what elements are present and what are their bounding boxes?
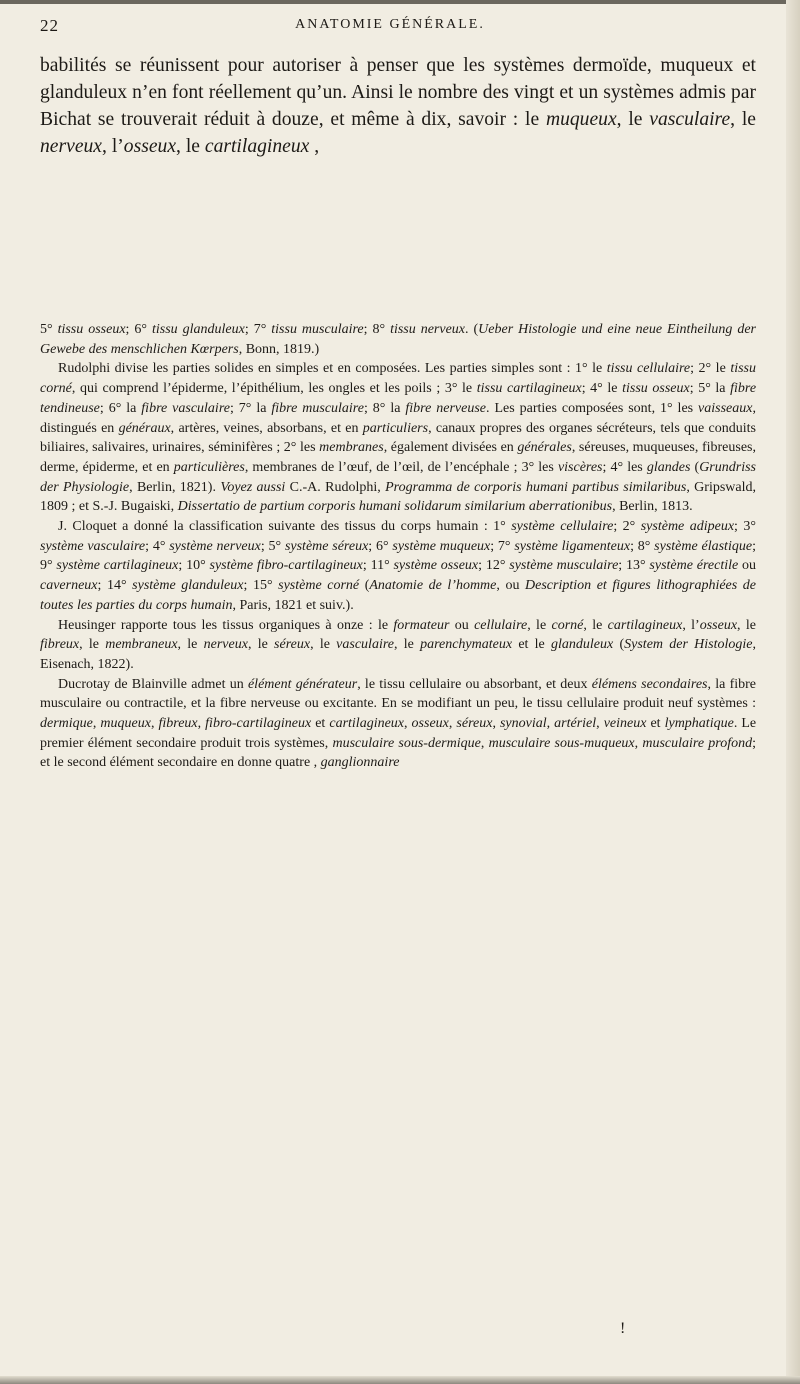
italic-run: glanduleux	[551, 637, 614, 653]
italic-run: fibreux	[158, 716, 198, 732]
text-run: ; 4° le	[581, 381, 623, 397]
footnotes	[40, 320, 756, 773]
text-run: . (	[465, 322, 479, 337]
footer-mark: !	[620, 1320, 626, 1337]
text-run: ; 8°	[630, 538, 655, 554]
text-run: . Le premier élément secondaire produit trois systèmes,	[40, 716, 757, 751]
text-run: , le	[527, 617, 552, 633]
italic-run: Dissertatio de partium corporis humani solidarum similarium aberrationibus	[177, 499, 613, 515]
page-edge-shadow	[786, 0, 800, 1384]
italic-run: tissu cellulaire	[606, 361, 691, 377]
text-run: , Berlin, 1813.	[612, 499, 693, 515]
text-run: (	[359, 578, 370, 594]
italic-run: système adipeux	[640, 519, 735, 535]
italic-run: vaisseaux	[698, 400, 753, 416]
italic-run: système osseux	[393, 558, 479, 574]
italic-run: vasculaire	[336, 637, 394, 653]
text-run: ; 13°	[618, 558, 650, 574]
italic-run: tissu corné	[40, 361, 757, 397]
text-run: ; 6°	[125, 322, 152, 337]
text-run: , artères, veines, absorbans, et en	[170, 420, 363, 436]
italic-run: vasculaire	[649, 109, 731, 130]
italic-run: viscères	[557, 459, 603, 475]
text-run: ,	[480, 735, 489, 751]
italic-run: osseux	[411, 716, 449, 732]
text-run: ; 7°	[244, 322, 272, 337]
italic-run: élément générateur	[247, 676, 358, 692]
text-run: , Paris, 1821 et suiv.).	[232, 597, 354, 613]
italic-run: nerveux	[40, 136, 103, 157]
italic-run: musculaire profond	[642, 735, 753, 751]
italic-run: membraneux	[105, 637, 178, 653]
page-bottom-edge	[0, 1376, 800, 1384]
italic-run: tissu musculaire	[271, 322, 364, 337]
main-paragraph	[40, 52, 756, 160]
text-run: ; 10°	[178, 558, 210, 574]
text-run: ,	[546, 716, 555, 732]
italic-run: Description et figures lithographiées de toutes les parties du corps humain	[40, 578, 756, 613]
italic-run: système cellulaire	[511, 519, 614, 535]
footnote-paragraph	[40, 359, 756, 517]
text-run: ,	[150, 716, 159, 732]
text-run: ; 8°	[363, 322, 391, 337]
italic-run: corné	[551, 617, 584, 633]
italic-run: système élastique	[654, 538, 753, 554]
footnote-paragraph	[40, 517, 756, 616]
italic-run: muqueux	[100, 716, 151, 732]
text-run: , l’	[682, 617, 700, 633]
text-run: , la fibre musculaire ou contractile, et la fibre nerveuse ou excitante. En se modifiant un peu, le tissu cellulaire produit neuf systèmes :	[40, 676, 757, 712]
text-run: , le	[310, 637, 337, 653]
text-run: ou	[449, 617, 475, 633]
italic-run: système vasculaire	[40, 538, 146, 554]
text-run: , le	[177, 637, 204, 653]
footnote-paragraph	[40, 616, 756, 675]
text-run: 5°	[40, 322, 58, 337]
text-run: , Bonn, 1819.)	[238, 341, 320, 357]
text-run: , le	[616, 109, 650, 130]
text-run: Ducrotay de Blainville admet un	[58, 676, 248, 692]
italic-run: musculaire sous-muqueux	[488, 735, 635, 751]
text-run: Rudolphi divise les parties solides en simples et en composées. Les parties simples sont : 1° le	[58, 361, 607, 377]
text-run: , Berlin, 1821).	[129, 479, 221, 495]
text-run: ; 5° la	[689, 381, 731, 397]
text-run: babilités se réunissent pour autoriser à penser que les systèmes dermoïde, muqueux et glanduleux n’en font réellement qu’un. Ainsi le nombre des vingt et un systèmes admis par Bichat se trouverait réduit à douze, et même à dix, savoir : le	[40, 55, 756, 130]
italic-run: séreux	[456, 716, 493, 732]
text-run: ; 6° la	[99, 400, 142, 416]
text-run: ou	[738, 558, 757, 574]
italic-run: cellulaire	[474, 617, 528, 633]
text-run: ; 5°	[260, 538, 285, 554]
italic-run: fibreux	[40, 637, 80, 653]
text-run: ,	[596, 716, 604, 732]
footnote-paragraph	[40, 320, 756, 359]
text-run: ; 2°	[613, 519, 641, 535]
italic-run: glandes	[646, 459, 691, 475]
italic-run: système muqueux	[392, 538, 491, 554]
italic-run: fibre tendineuse	[40, 381, 757, 416]
text-run: J. Cloquet a donné la classification suivante des tissus du corps humain : 1°	[58, 519, 512, 535]
italic-run: muqueux	[545, 109, 617, 130]
italic-run: Grundriss der Physiologie	[40, 459, 756, 495]
text-run: C.-A. Rudolphi,	[285, 479, 386, 495]
italic-run: système séreux	[284, 538, 369, 554]
italic-run: Voyez aussi	[220, 479, 286, 495]
text-run: ; 3°	[734, 519, 756, 535]
italic-run: artériel	[554, 716, 597, 732]
italic-run: système glanduleux	[132, 578, 244, 594]
footnote-paragraph	[40, 675, 756, 774]
italic-run: ganglionnaire	[320, 755, 400, 771]
italic-run: nerveux	[203, 637, 248, 653]
text-run: Heusinger rapporte tous les tissus organiques à onze : le	[58, 617, 394, 633]
italic-run: système ligamenteux	[514, 538, 631, 554]
italic-run: dermique	[40, 716, 93, 732]
italic-run: système cartilagineux	[56, 558, 179, 574]
italic-run: Anatomie de l’homme	[369, 578, 497, 594]
text-run: ; 4°	[145, 538, 170, 554]
text-run: ,	[448, 716, 457, 732]
text-run: et	[646, 716, 665, 732]
text-run: , ou	[496, 578, 526, 594]
text-run: , le	[79, 637, 106, 653]
text-run: ,	[404, 716, 412, 732]
italic-run: cartilagineux	[204, 136, 310, 157]
text-run: ; et le second élément secondaire en donne quatre ,	[40, 735, 756, 771]
text-run: , le	[247, 637, 275, 653]
italic-run: musculaire sous-dermique	[332, 735, 481, 751]
text-run: , le	[176, 136, 205, 157]
italic-run: système érectile	[649, 558, 739, 574]
text-run: , membranes de l’œuf, de l’œil, de l’encéphale ; 3° les	[244, 459, 558, 475]
text-run: , distingués en	[40, 400, 756, 436]
italic-run: tissu nerveux	[390, 322, 466, 337]
text-run: , Gripswald, 1809 ; et S.-J. Bugaiski,	[40, 479, 756, 515]
text-run: ; 6°	[368, 538, 393, 554]
text-run: , séreuses, muqueuses, fibreuses, derme, épiderme, et en	[40, 440, 756, 475]
text-run: , le tissu cellulaire ou absorbant, et deux	[357, 676, 592, 692]
text-run: , le	[730, 109, 756, 130]
italic-run: fibro-cartilagineux	[205, 716, 312, 732]
running-title: ANATOMIE GÉNÉRALE.	[295, 17, 485, 32]
text-run: , également divisées en	[383, 440, 518, 456]
italic-run: membranes	[319, 440, 384, 456]
text-run: , le	[393, 637, 421, 653]
text-run: ; 15°	[243, 578, 279, 594]
text-run: ; 14°	[97, 578, 133, 594]
text-run: , le	[583, 617, 608, 633]
italic-run: lymphatique	[664, 716, 734, 732]
italic-run: système corné	[278, 578, 360, 594]
text-run: ,	[634, 735, 643, 751]
text-run: ; 4° les	[602, 459, 647, 475]
text-run: , l’	[102, 136, 124, 157]
italic-run: formateur	[393, 617, 450, 633]
text-run: , Eisenach, 1822).	[40, 637, 756, 672]
italic-run: caverneux	[40, 578, 98, 594]
text-run: et le	[512, 637, 552, 653]
text-run: (	[613, 637, 625, 653]
italic-run: particulières	[173, 459, 245, 475]
italic-run: cartilagineux	[329, 716, 405, 732]
italic-run: système fibro-cartilagineux	[209, 558, 363, 574]
italic-run: System der Histologie	[624, 637, 753, 653]
text-run: ,	[309, 136, 320, 157]
text-run: (	[690, 459, 700, 475]
italic-run: tissu osseux	[622, 381, 690, 397]
text-run: ,	[197, 716, 206, 732]
italic-run: système musculaire	[509, 558, 619, 574]
text-run: et	[311, 716, 330, 732]
text-run: ; 11°	[362, 558, 394, 574]
top-rule	[0, 0, 800, 4]
italic-run: tissu glanduleux	[151, 322, 245, 337]
page-header	[40, 16, 740, 40]
italic-run: séreux	[274, 637, 311, 653]
italic-run: Programma de corporis humani partibus similaribus	[385, 479, 687, 495]
italic-run: fibre vasculaire	[141, 400, 230, 416]
italic-run: tissu cartilagineux	[476, 381, 582, 397]
italic-run: parenchymateux	[420, 637, 513, 653]
italic-run: élémens secondaires	[591, 676, 708, 692]
italic-run: fibre musculaire	[271, 400, 364, 416]
italic-run: veineux	[603, 716, 647, 732]
main-text	[40, 52, 756, 160]
text-run: ; 8° la	[363, 400, 406, 416]
italic-run: Ueber Histologie und eine neue Eintheilung der Gewebe des menschlichen Kœrpers	[40, 322, 757, 357]
italic-run: osseux	[123, 136, 177, 157]
text-run: , qui comprend l’épiderme, l’épithélium, les ongles et les poils ; 3° le	[71, 381, 477, 397]
text-run: , canaux propres des organes sécréteurs, tels que conduits biliaires, salivaires, urinaires, séminifères ; 2° les	[40, 420, 756, 456]
text-run: ; 2° le	[690, 361, 731, 377]
text-run: ; 7°	[490, 538, 515, 554]
italic-run: système nerveux	[169, 538, 261, 554]
italic-run: tissu osseux	[57, 322, 126, 337]
text-run: , le	[737, 617, 756, 633]
italic-run: particuliers	[362, 420, 429, 436]
page-number: 22	[40, 16, 59, 35]
text-run: ; 9°	[40, 538, 756, 574]
text-run: ,	[92, 716, 101, 732]
text-run: . Les parties composées sont, 1° les	[486, 400, 699, 416]
text-run: ,	[492, 716, 500, 732]
italic-run: synovial	[499, 716, 547, 732]
italic-run: fibre nerveuse	[405, 400, 486, 416]
italic-run: générales	[517, 440, 572, 456]
italic-run: cartilagineux	[607, 617, 683, 633]
text-run: ; 12°	[478, 558, 510, 574]
italic-run: généraux	[118, 420, 171, 436]
text-run: ; 7° la	[229, 400, 272, 416]
italic-run: osseux	[699, 617, 738, 633]
